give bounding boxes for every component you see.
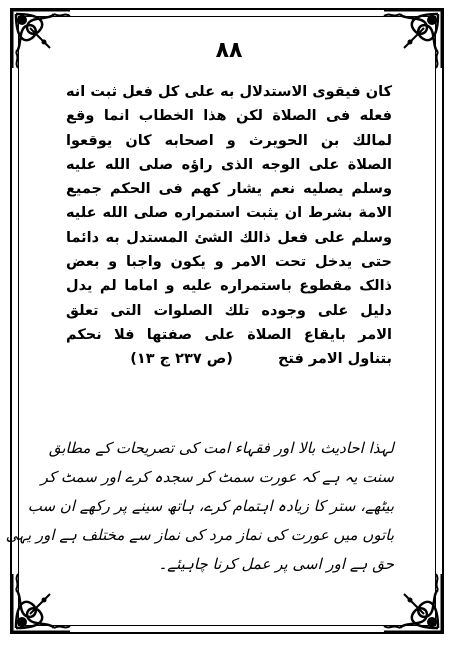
- urdu-line: بیٹھے، ستر کا زیادہ اہتمام کرے، ہاتھ سینے پر رکھے ان سب: [27, 497, 394, 515]
- arabic-line: لمالك بن الحويرث و اصحابه كان يوقعوا: [66, 132, 392, 149]
- urdu-line: لہذا احادیث بالا اور فقہاء امت کی تصریحات کے مطابق: [48, 439, 394, 457]
- arabic-line: ذالک مقطوع باستمراره عليه و اماما لم يدل: [66, 278, 392, 295]
- source-reference: (ص ۲۳۷ ج ۱۳): [130, 351, 233, 368]
- arabic-line: وسلم يصليه نعم يشار كهم فى الحكم جميع: [66, 181, 392, 198]
- corner-ornament-icon: [10, 572, 72, 634]
- arabic-text-block: [66, 80, 392, 372]
- arabic-line: بتناول الامر فتح: [277, 351, 392, 368]
- corner-ornament-icon: [382, 572, 444, 634]
- urdu-line: سنت یہ ہے کہ عورت سمٹ کر سجدہ کرے اور سمٹ کر: [40, 468, 394, 486]
- arabic-line: وسلم على فعل ذالك الشئ المستدل به دائما: [66, 229, 392, 246]
- page-number: ۸۸: [215, 38, 243, 63]
- arabic-line: كان فيقوى الاستدلال به على كل فعل ثبت انه: [66, 84, 392, 100]
- arabic-line: دليل على وجوده تلك الصلوات التى تعلق: [66, 302, 392, 319]
- urdu-line: باتوں میں عورت کی نماز مرد کی نماز سے مختلف ہے اور یہی: [5, 526, 394, 544]
- arabic-line: فعله فى الصلاة لكن هذا الخطاب انما وقع: [66, 108, 392, 125]
- arabic-line-with-reference: [66, 347, 392, 371]
- arabic-line: الصلاة على الوجه الذى راؤه صلى الله عليه: [66, 156, 392, 173]
- urdu-line: حق ہے اور اسی پر عمل کرنا چاہیئے۔: [158, 555, 394, 573]
- arabic-line: الامر بايقاع الصلاة على صفتها فلا نحكم: [66, 326, 392, 343]
- urdu-text-block: [5, 434, 394, 579]
- arabic-line: حتى يدخل تحت الامر و يكون واجبا و بعض: [66, 254, 392, 271]
- arabic-line: الامة بشرط ان يثبت استمراره صلى الله عليه: [66, 205, 392, 222]
